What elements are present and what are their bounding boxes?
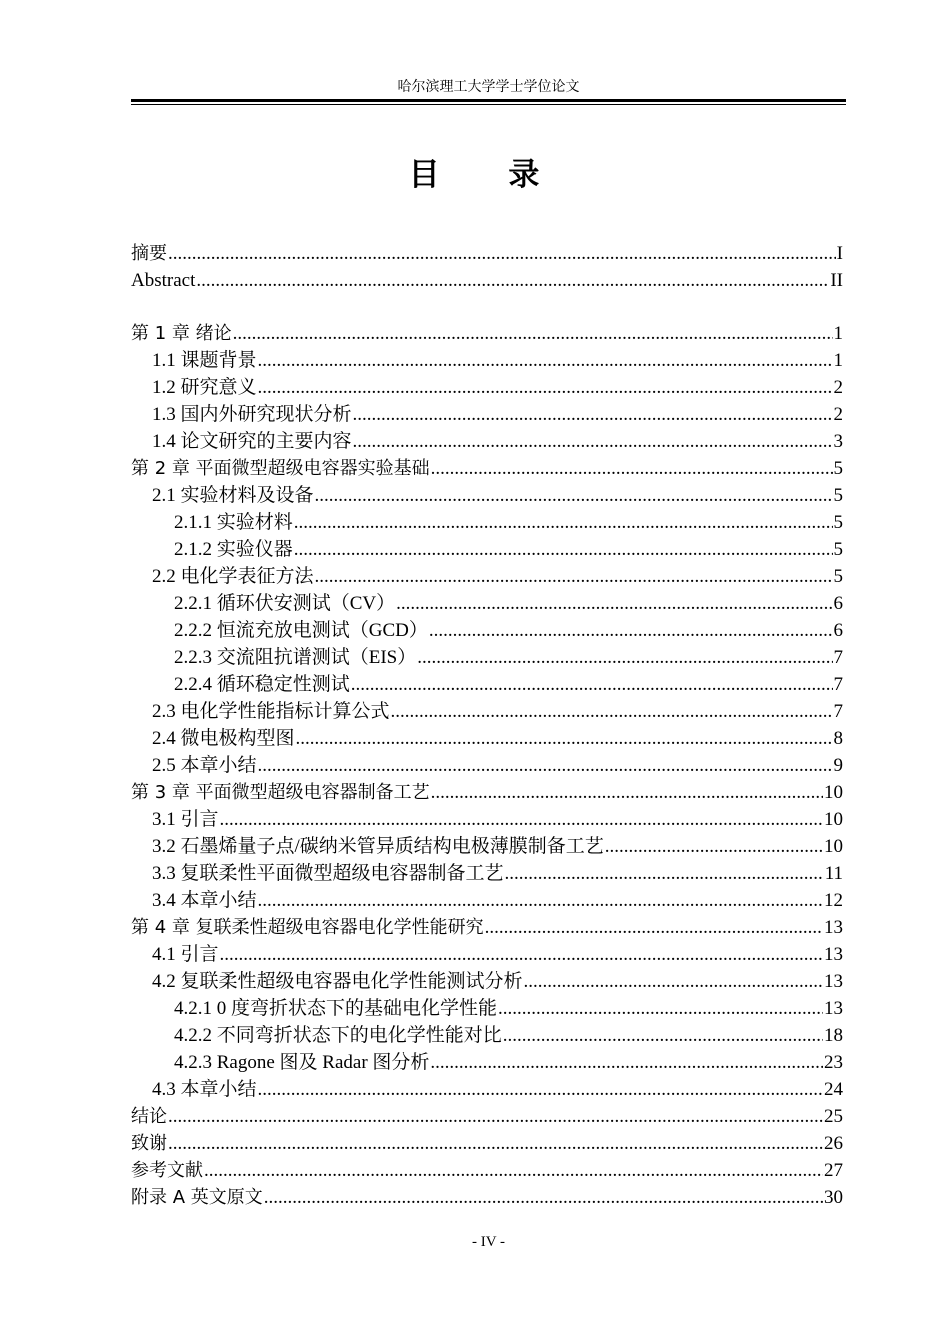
toc-leader-dots xyxy=(391,698,833,725)
toc-entry[interactable] xyxy=(131,860,843,887)
toc-entry-page: 3 xyxy=(833,431,843,452)
toc-entry[interactable] xyxy=(131,914,843,941)
toc-entry[interactable] xyxy=(131,509,843,536)
toc-leader-dots xyxy=(294,509,833,536)
toc-entry-label: 2.4 微电极构型图 xyxy=(152,728,295,749)
header-rule-thick xyxy=(131,99,846,102)
toc-entry-page: I xyxy=(836,243,843,264)
toc-leader-dots xyxy=(294,536,833,563)
toc-entry-label: 第 2 章 平面微型超级电容器实验基础 xyxy=(131,458,430,479)
page-number: - IV - xyxy=(471,1234,506,1250)
toc-entry[interactable] xyxy=(131,428,843,455)
toc-entry[interactable] xyxy=(131,1103,843,1130)
table-of-contents xyxy=(131,240,843,1211)
toc-entry-label: 1.2 研究意义 xyxy=(152,377,257,398)
toc-entry-page: 6 xyxy=(833,620,843,641)
toc-entry-page: 5 xyxy=(833,485,843,506)
toc-leader-dots xyxy=(258,1076,823,1103)
page-title: 目 录 xyxy=(408,157,569,193)
toc-entry-label: 2.3 电化学性能指标计算公式 xyxy=(152,701,390,722)
toc-leader-dots xyxy=(233,320,833,347)
toc-entry[interactable] xyxy=(131,779,843,806)
toc-entry-page: 10 xyxy=(824,809,843,830)
toc-entry[interactable] xyxy=(131,752,843,779)
toc-entry-page: 27 xyxy=(824,1160,843,1181)
toc-entry-page: 5 xyxy=(833,512,843,533)
toc-entry-page: 11 xyxy=(824,863,843,884)
toc-leader-dots xyxy=(498,995,823,1022)
toc-entry[interactable] xyxy=(131,240,843,267)
toc-leader-dots xyxy=(196,267,829,294)
running-header: 哈尔滨理工大学学士学位论文 xyxy=(397,80,580,95)
toc-entry-label: 4.1 引言 xyxy=(152,944,219,965)
toc-leader-dots xyxy=(258,752,833,779)
toc-entry[interactable] xyxy=(131,347,843,374)
toc-entry[interactable] xyxy=(131,968,843,995)
toc-entry-page: 7 xyxy=(833,647,843,668)
toc-entry-page: 9 xyxy=(833,755,843,776)
toc-entry[interactable] xyxy=(131,941,843,968)
toc-entry-label: 3.4 本章小结 xyxy=(152,890,257,911)
toc-entry-page: 5 xyxy=(833,566,843,587)
toc-leader-dots xyxy=(258,347,833,374)
toc-entry[interactable] xyxy=(131,1022,843,1049)
toc-entry-label: 2.2.1 循环伏安测试（CV） xyxy=(174,593,396,614)
toc-entry[interactable] xyxy=(131,536,843,563)
toc-leader-dots xyxy=(353,401,833,428)
toc-entry[interactable] xyxy=(131,1184,843,1211)
toc-entry-label: 2.2 电化学表征方法 xyxy=(152,566,314,587)
toc-entry-label: 2.2.3 交流阻抗谱测试（EIS） xyxy=(174,647,417,668)
toc-entry-label: 致谢 xyxy=(131,1133,167,1154)
toc-entry-label: 1.4 论文研究的主要内容 xyxy=(152,431,352,452)
toc-entry[interactable] xyxy=(131,267,843,294)
toc-entry-label: 参考文献 xyxy=(131,1160,203,1181)
toc-entry[interactable] xyxy=(131,725,843,752)
toc-leader-dots xyxy=(296,725,833,752)
toc-leader-dots xyxy=(264,1184,823,1211)
toc-entry-label: 附录 A 英文原文 xyxy=(131,1187,263,1208)
toc-entry[interactable] xyxy=(131,590,843,617)
toc-entry[interactable] xyxy=(131,1130,843,1157)
toc-entry[interactable] xyxy=(131,1076,843,1103)
toc-leader-dots xyxy=(220,941,823,968)
toc-entry-page: 25 xyxy=(824,1106,843,1127)
toc-leader-dots xyxy=(168,240,836,267)
toc-entry-label: 2.1 实验材料及设备 xyxy=(152,485,314,506)
toc-entry-page: 7 xyxy=(833,701,843,722)
toc-entry[interactable] xyxy=(131,563,843,590)
toc-entry[interactable] xyxy=(131,1049,843,1076)
toc-entry-page: 12 xyxy=(824,890,843,911)
toc-leader-dots xyxy=(315,563,833,590)
toc-entry[interactable] xyxy=(131,482,843,509)
header-rule-thin xyxy=(131,104,846,105)
toc-entry[interactable] xyxy=(131,995,843,1022)
toc-leader-dots xyxy=(204,1157,823,1184)
toc-entry[interactable] xyxy=(131,698,843,725)
toc-leader-dots xyxy=(431,779,823,806)
toc-entry-page: 6 xyxy=(833,593,843,614)
toc-leader-dots xyxy=(430,1049,823,1076)
toc-leader-dots xyxy=(505,860,824,887)
toc-entry-label: 摘要 xyxy=(131,243,167,264)
toc-entry-page: 13 xyxy=(824,998,843,1019)
toc-entry[interactable] xyxy=(131,806,843,833)
toc-entry-label: 第 4 章 复联柔性超级电容器电化学性能研究 xyxy=(131,917,484,938)
toc-entry-page: 30 xyxy=(824,1187,843,1208)
toc-entry-label: 4.2.2 不同弯折状态下的电化学性能对比 xyxy=(174,1025,502,1046)
toc-entry-label: 1.1 课题背景 xyxy=(152,350,257,371)
toc-entry-page: 24 xyxy=(824,1079,843,1100)
toc-entry-page: 2 xyxy=(833,377,843,398)
toc-leader-dots xyxy=(605,833,823,860)
toc-entry-page: 13 xyxy=(824,944,843,965)
toc-leader-dots xyxy=(315,482,833,509)
toc-entry-page: 8 xyxy=(833,728,843,749)
toc-entry-label: 3.2 石墨烯量子点/碳纳米管异质结构电极薄膜制备工艺 xyxy=(152,836,604,857)
toc-leader-dots xyxy=(417,644,832,671)
toc-leader-dots xyxy=(258,374,833,401)
toc-entry[interactable] xyxy=(131,320,843,347)
toc-entry-label: 3.3 复联柔性平面微型超级电容器制备工艺 xyxy=(152,863,504,884)
toc-entry-page: 10 xyxy=(824,782,843,803)
toc-entry[interactable] xyxy=(131,401,843,428)
toc-entry[interactable] xyxy=(131,1157,843,1184)
toc-entry-label: 4.2 复联柔性超级电容器电化学性能测试分析 xyxy=(152,971,523,992)
toc-entry-page: II xyxy=(830,270,843,291)
toc-entry-label: 3.1 引言 xyxy=(152,809,219,830)
toc-entry-label: 4.3 本章小结 xyxy=(152,1079,257,1100)
toc-leader-dots xyxy=(431,455,833,482)
toc-leader-dots xyxy=(351,671,833,698)
toc-entry[interactable] xyxy=(131,833,843,860)
toc-entry-page: 7 xyxy=(833,674,843,695)
toc-entry[interactable] xyxy=(131,671,843,698)
toc-entry[interactable] xyxy=(131,374,843,401)
toc-leader-dots xyxy=(258,887,823,914)
toc-entry-label: 2.2.4 循环稳定性测试 xyxy=(174,674,350,695)
toc-entry-label: 2.1.1 实验材料 xyxy=(174,512,293,533)
toc-entry-label: 2.1.2 实验仪器 xyxy=(174,539,293,560)
toc-entry-page: 13 xyxy=(824,917,843,938)
toc-entry-page: 1 xyxy=(833,350,843,371)
toc-entry-label: 2.2.2 恒流充放电测试（GCD） xyxy=(174,620,428,641)
toc-entry-page: 23 xyxy=(824,1052,843,1073)
toc-leader-dots xyxy=(429,617,833,644)
toc-leader-dots xyxy=(353,428,833,455)
toc-entry-page: 10 xyxy=(824,836,843,857)
toc-leader-dots xyxy=(524,968,823,995)
toc-entry-page: 18 xyxy=(824,1025,843,1046)
toc-leader-dots xyxy=(220,806,823,833)
toc-leader-dots xyxy=(485,914,823,941)
toc-leader-dots xyxy=(168,1130,823,1157)
toc-entry-label: 结论 xyxy=(131,1106,167,1127)
toc-entry[interactable] xyxy=(131,887,843,914)
toc-entry-page: 5 xyxy=(833,458,843,479)
toc-entry-page: 2 xyxy=(833,404,843,425)
toc-leader-dots xyxy=(168,1103,823,1130)
toc-entry[interactable] xyxy=(131,617,843,644)
toc-entry-page: 1 xyxy=(833,323,843,344)
toc-entry-label: 第 3 章 平面微型超级电容器制备工艺 xyxy=(131,782,430,803)
toc-entry-label: Abstract xyxy=(131,270,196,291)
toc-leader-dots xyxy=(396,590,832,617)
toc-entry-label: 4.2.3 Ragone 图及 Radar 图分析 xyxy=(174,1052,430,1073)
toc-entry-label: 1.3 国内外研究现状分析 xyxy=(152,404,352,425)
toc-entry-page: 13 xyxy=(824,971,843,992)
toc-entry-page: 26 xyxy=(824,1133,843,1154)
toc-entry[interactable] xyxy=(131,644,843,671)
toc-entry-label: 2.5 本章小结 xyxy=(152,755,257,776)
toc-leader-dots xyxy=(503,1022,823,1049)
toc-entry-page: 5 xyxy=(833,539,843,560)
toc-entry-label: 4.2.1 0 度弯折状态下的基础电化学性能 xyxy=(174,998,498,1019)
toc-entry[interactable] xyxy=(131,455,843,482)
toc-entry-label: 第 1 章 绪论 xyxy=(131,323,232,344)
